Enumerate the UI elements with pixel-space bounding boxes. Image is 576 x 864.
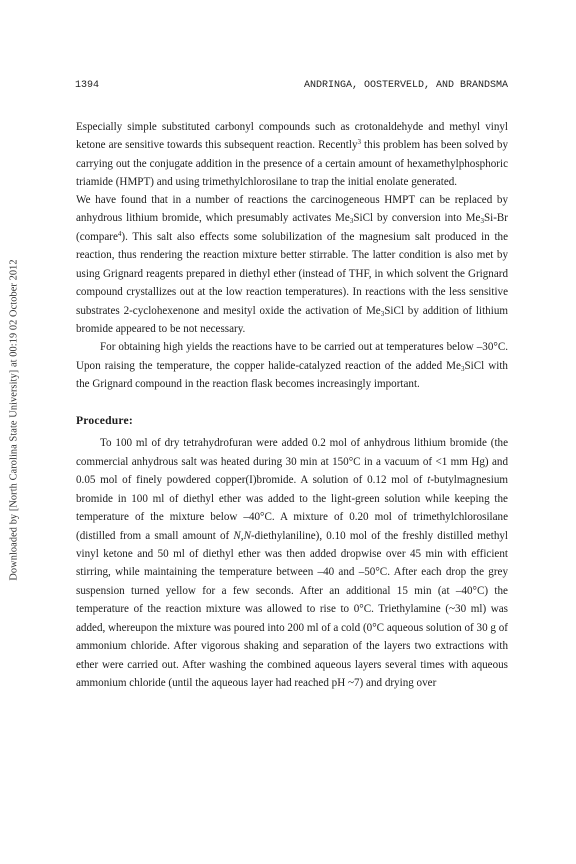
page-header — [75, 80, 508, 96]
paragraph-temperature: For obtaining high yields the reactions have to be carried out at temperatures below –30°C. Upon raising the temperature, the copper halide-catalyzed reaction of the added $Me_3SiCl$ with the Grignard compound in the reaction flask becomes increasingly important. — [76, 341, 508, 391]
running-head: ANDRINGA, OOSTERVELD, AND BRANDSMA — [303, 80, 508, 91]
paragraph-lithium-bromide: We have found that in a number of reactions the carcinogeneous HMPT can be replaced by anhydrous lithium bromide, which presumably activates $Me_3SiCl$ by conversion into $Me_3Si-Br$ (compare$^4$). This salt also effects some solubilization of the magnesium salt produced in the reaction, thus rendering the reaction mixture better stirrable. The latter condition is also met by using Grignard reagents prepared in diethyl ether (instead of THF, in which solvent the Grignard compound crystallizes out at the low reaction temperatures). In reactions with the less sensitive substrates 2-cyclohexenone and mesityl oxide the activation of $Me_3SiCl$ by addition of lithium bromide appeared to be not necessary. — [76, 193, 508, 335]
page-number: 1394 — [75, 80, 100, 91]
procedure-heading: Procedure: — [76, 413, 133, 427]
paragraph-enolate-trapping: Especially simple substituted carbonyl compounds such as crotonaldehyde and methyl vinyl ketone are sensitive towards this subsequent reaction. Recently$^3$ this problem has been solved by carrying out the conjugate addition in the presence of a certain amount of hexamethylphosphoric triamide (HMPT) and using trimethylchlorosilane to trap the initial enolate generated. — [76, 121, 508, 189]
download-watermark-text: Downloaded by [North Carolina State University] at 00:19 02 October 2012 — [8, 259, 20, 581]
procedure-paragraph: To 100 ml of dry tetrahydrofuran were added 0.2 mol of anhydrous lithium bromide (the commercial anhydrous salt was heated during 30 min at 150°C in a vacuum of <1 mm Hg) and 0.05 mol of finely powdered copper(I)bromide. A solution of 0.12 mol of t-butylmagnesium bromide in 100 ml of diethyl ether was added to the light-green solution while keeping the temperature of the mixture below –40°C. A mixture of 0.20 mol of trimethylchlorosilane (distilled from a small amount of N,N-diethylaniline), 0.10 mol of the freshly distilled methyl vinyl ketone and 50 ml of diethyl ether was then added dropwise over 45 min with efficient stirring, while maintaining the temperature between –40 and –50°C. After each drop the grey suspension turned yellow for a few seconds. After an additional 15 min (at –40°C) the temperature of the reaction mixture was allowed to rise to 0°C. Triethylamine (~30 ml) was added, whereupon the mixture was poured into 200 ml of a cold (0°C aqueous solution of 30 g of ammonium chloride. After vigorous shaking and separation of the layers two extractions with ether were carried out. After washing the combined aqueous layers several times with aqueous ammonium chloride (until the aqueous layer had reached pH ~7) and drying over — [76, 437, 509, 690]
article-body — [76, 118, 508, 693]
